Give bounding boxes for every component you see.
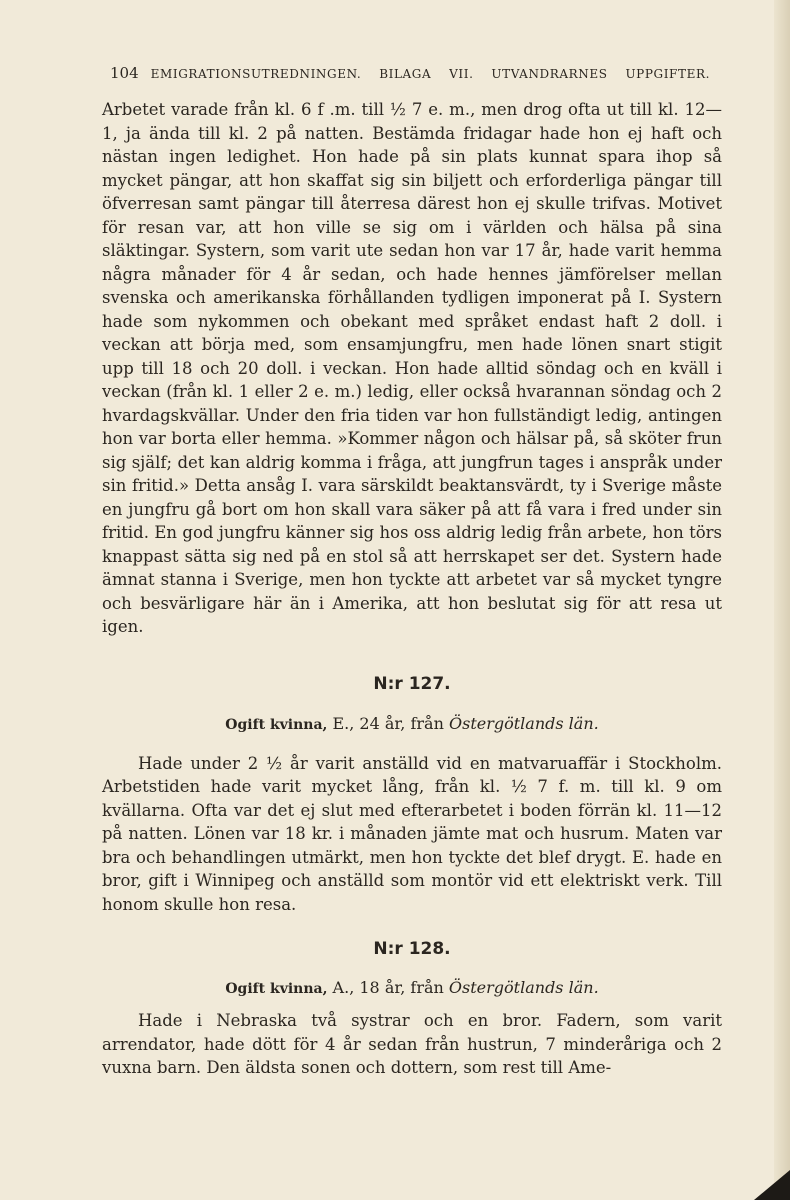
entry-127-region: Östergötlands län. [448,714,599,733]
entry-127-number: N:r 127. [373,673,451,694]
page-header [110,64,710,82]
entry-127-label: Ogift kvinna, [225,717,328,733]
entry-128-details: A., 18 år, från [327,977,449,997]
running-title: EMIGRATIONSUTREDNINGEN. BILAGA VII. UTVANDRARNES UPPGIFTER. [150,67,710,81]
entry-127-text: Hade under 2 ½ år varit anställd vid en matvaruaffär i Stockholm. Arbetstiden hade varit mycket lång, från kl. ½ 7 f. m. till kl. 9 om kvällarna. Ofta var det ej slut med efterarbetet i boden förrän kl. 11—12 på natten. Lönen var 18 kr. i månaden jämte mat och husrum. Maten var bra och behandlingen utmärkt, men hon tyckte det blef drygt. E. hade en bror, gift i Winnipeg och anställd som montör vid ett elektriskt verk. Till honom skulle hon resa. [102,753,722,914]
entry-128-region: Östergötlands län. [448,977,599,997]
page-body [102,98,722,1080]
page-corner-mark [754,1170,790,1200]
page-number: 104 [110,64,139,82]
entry-127-details: E., 24 år, från [327,714,449,733]
entry-128-text: Hade i Nebraska två systrar och en bror. Fadern, som varit arrendator, hade dött för 4 år sedan från hustrun, 7 minderåriga och 2 vuxna barn. Den äldsta sonen och dottern, som rest till Ame- [102,1011,722,1077]
entry-128-number: N:r 128. [373,939,451,959]
entry-128-label: Ogift kvinna, [225,980,328,997]
continued-paragraph: Arbetet varade från kl. 6 f .m. till ½ 7 e. m., men drog ofta ut till kl. 12—1, ja ända till kl. 2 på natten. Bestämda fridagar hade hon ej haft och nästan ingen ledighet. Hon hade på sin plats kunnat spara ihop så mycket pängar, att hon skaffat sig sin biljett och erforderliga pängar till öfverresan samt pängar till återresa därest hon ej skulle trifvas. Motivet för resan var, att hon ville se sig om i världen och hälsa på sina släktingar. Systern, som varit ute sedan hon var 17 år, hade varit hemma några månader för 4 år sedan, och hade hennes jämförelser mellan svenska och amerikanska förhållanden tydligen imponerat på I. Systern hade som nykommen och obekant med språket endast haft 2 doll. i veckan att börja med, som ensamjungfru, men hade lönen snart stigit upp till 18 och 20 doll. i veckan. Hon hade alltid söndag och en kväll i veckan (från kl. 1 eller 2 e. m.) ledig, eller också hvarannan söndag och 2 hvardagskvällar. Under den fria tiden var hon fullständigt ledig, antingen hon var borta eller hemma. »Kommer någon och hälsar på, så sköter frun sig själf; det kan aldrig komma i fråga, att jungfrun tages i anspråk under sin fritid.» Detta ansåg I. vara särskildt beaktansvärdt, ty i Sverige måste en jungfru gå bort om hon skall vara säker på att få vara i fred under sin fritid. En god jungfru känner sig hos oss aldrig ledig från arbete, hon törs knappast sätta sig ned på en stol så att herrskapet ser det. Systern hade ämnat stanna i Sverige, men hon tyckte att arbetet var så mycket tyngre och besvärligare här än i Amerika, att hon beslutat sig för att resa ut igen. [102,100,722,636]
page-edge [774,0,790,1200]
entry-128-subheading [102,976,722,1002]
entry-127-subheading [102,712,722,738]
